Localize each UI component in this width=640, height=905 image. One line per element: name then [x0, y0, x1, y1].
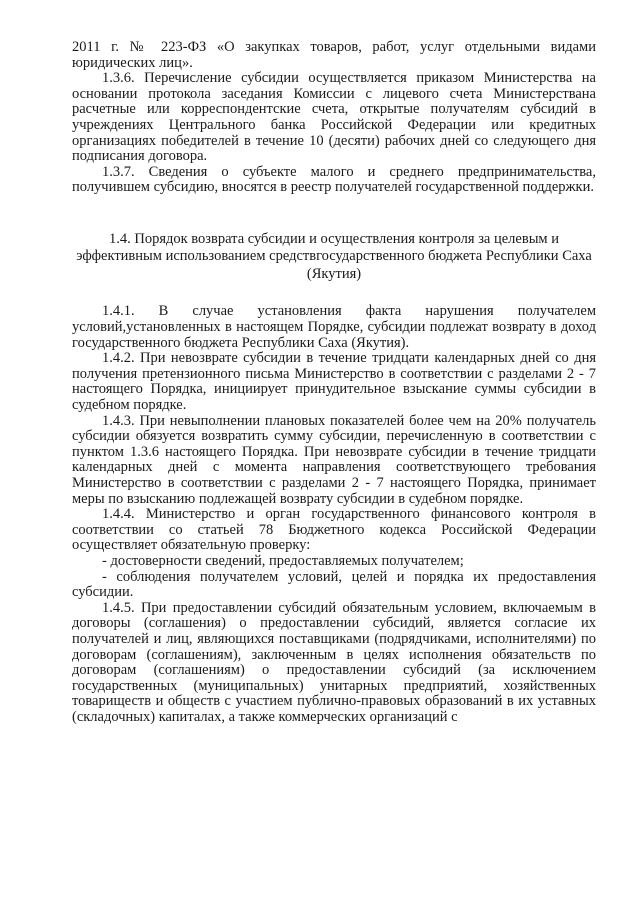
- list-item: - соблюдения получателем условий, целей и порядка их предоставления субсидии.: [72, 568, 596, 601]
- paragraph-1-3-7: 1.3.7. Сведения о субъекте малого и среднего предпринимательства, получившем субсидию, вносятся в реестр получателей государственной поддержки.: [72, 163, 596, 196]
- list-item: - достоверности сведений, предоставляемых получателем;: [102, 552, 464, 569]
- paragraph-1-4-2: 1.4.2. При невозврате субсидии в течение тридцати календарных дней со дня получения претензионного письма Министерство в соответствии с разделами 2 - 7 настоящего Порядка, инициирует принудительное взыскание суммы субсидии в судебном порядке.: [72, 350, 596, 413]
- paragraph-1-3-6: 1.3.6. Перечисление субсидии осуществляется приказом Министерства на основании протокола заседания Комиссии с лицевого счета Министерствана расчетные или корреспондентские счета, открытые получателям субсидий в учреждениях Центрального банка Российской Федерации или кредитных организациях победителей в течение 10 (десяти) рабочих дней со следующего дня подписания договора.: [72, 70, 596, 165]
- paragraph-1-4-5: 1.4.5. При предоставлении субсидий обязательным условием, включаемым в договоры (соглашения) о предоставлении субсидий, является согласие их получателей и лиц, являющихся поставщиками (подрядчиками, исполнителями) по договорам (соглашениям), заключенным в целях исполнения обязательств по договорам (соглашениям) о предоставлении субсидий (за исключением государственных (муниципальных) унитарных предприятий, хозяйственных товариществ и обществ с участием публично-правовых образований в их уставных (складочных) капиталах, а также коммерческих организаций с: [72, 599, 596, 725]
- paragraph-1-4-3: 1.4.3. При невыполнении плановых показателей более чем на 20% получатель субсидии обязуется возвратить сумму субсидии, перечисленную в соответствии с пунктом 1.3.6 настоящего Порядка. При невозврате субсидии в течение тридцати календарных дней с момента направления соответствующего требования Министерство в соответствии с разделами 2 - 7 настоящего Порядка, принимает меры по взысканию подлежащей возврату субсидии в судебном порядке.: [72, 412, 596, 507]
- paragraph-1-4-1: 1.4.1. В случае установления факта нарушения получателем условий,установленных в настоящем Порядке, субсидии подлежат возврату в доход государственного бюджета Республики Саха (Якутия).: [72, 303, 596, 351]
- section-heading-1-4: 1.4. Порядок возврата субсидии и осуществления контроля за целевым и эффективным использованием средствгосударственного бюджета Республики Саха (Якутия): [76, 230, 592, 282]
- spacer: [72, 196, 596, 231]
- spacer: [72, 283, 596, 304]
- paragraph-intro-continuation: 2011 г. № 223-ФЗ «О закупках товаров, работ, услуг отдельными видами юридических лиц».: [72, 39, 596, 71]
- paragraph-1-4-4: 1.4.4. Министерство и орган государственного финансового контроля в соответствии со статьей 78 Бюджетного кодекса Российской Федерации осуществляет обязательную проверку:: [72, 506, 596, 554]
